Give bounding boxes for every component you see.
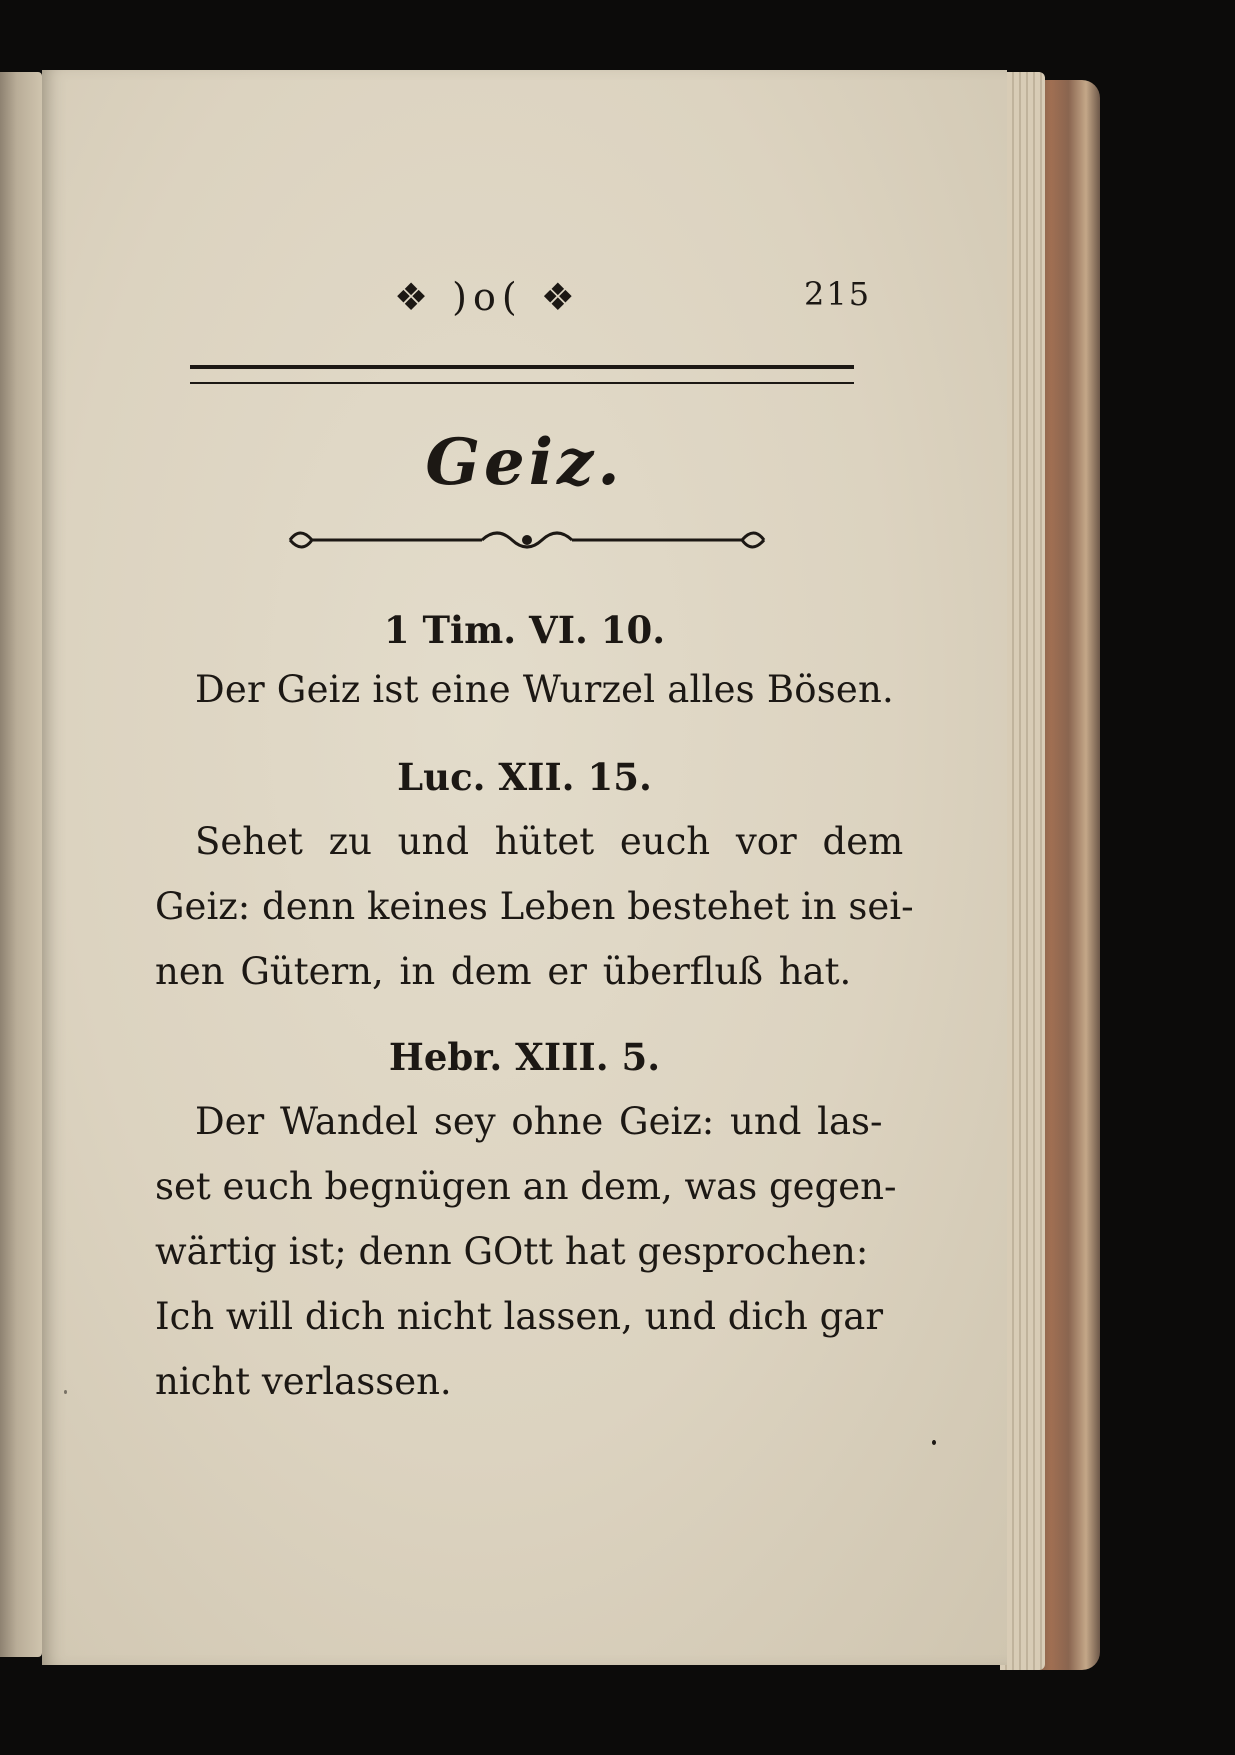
verse-line: Der Geiz ist eine Wurzel alles Bösen. — [195, 668, 894, 711]
ornamental-divider-icon — [282, 520, 772, 560]
verse-line: Der Wandel sey ohne Geiz: und las- — [195, 1100, 883, 1143]
ink-speck — [64, 1390, 67, 1394]
verse-line: Sehet zu und hütet euch vor dem — [195, 820, 904, 863]
reference-1: 1 Tim. VI. 10. — [383, 608, 666, 652]
reference-3: Hebr. XIII. 5. — [388, 1035, 661, 1079]
page — [42, 70, 1007, 1665]
left-page-edge — [0, 72, 42, 1657]
page-title: Geiz. — [425, 425, 624, 500]
verse-line: Ich will dich nicht lassen, und dich gar — [155, 1295, 884, 1338]
header-rule — [190, 365, 854, 384]
verse-line: Geiz: denn keines Leben bestehet in sei- — [155, 885, 914, 928]
verse-line: nen Gütern, in dem er überfluß hat. — [155, 950, 852, 993]
page-number: 215 — [804, 275, 872, 313]
verse-line: wärtig ist; denn GOtt hat gesprochen: — [155, 1230, 869, 1273]
reference-2: Luc. XII. 15. — [397, 755, 652, 799]
verse-line: nicht verlassen. — [155, 1360, 452, 1403]
ink-speck — [932, 1440, 936, 1445]
verse-line: set euch begnügen an dem, was gegen- — [155, 1165, 897, 1208]
header-ornament: ❖ )o( ❖ — [394, 275, 581, 319]
